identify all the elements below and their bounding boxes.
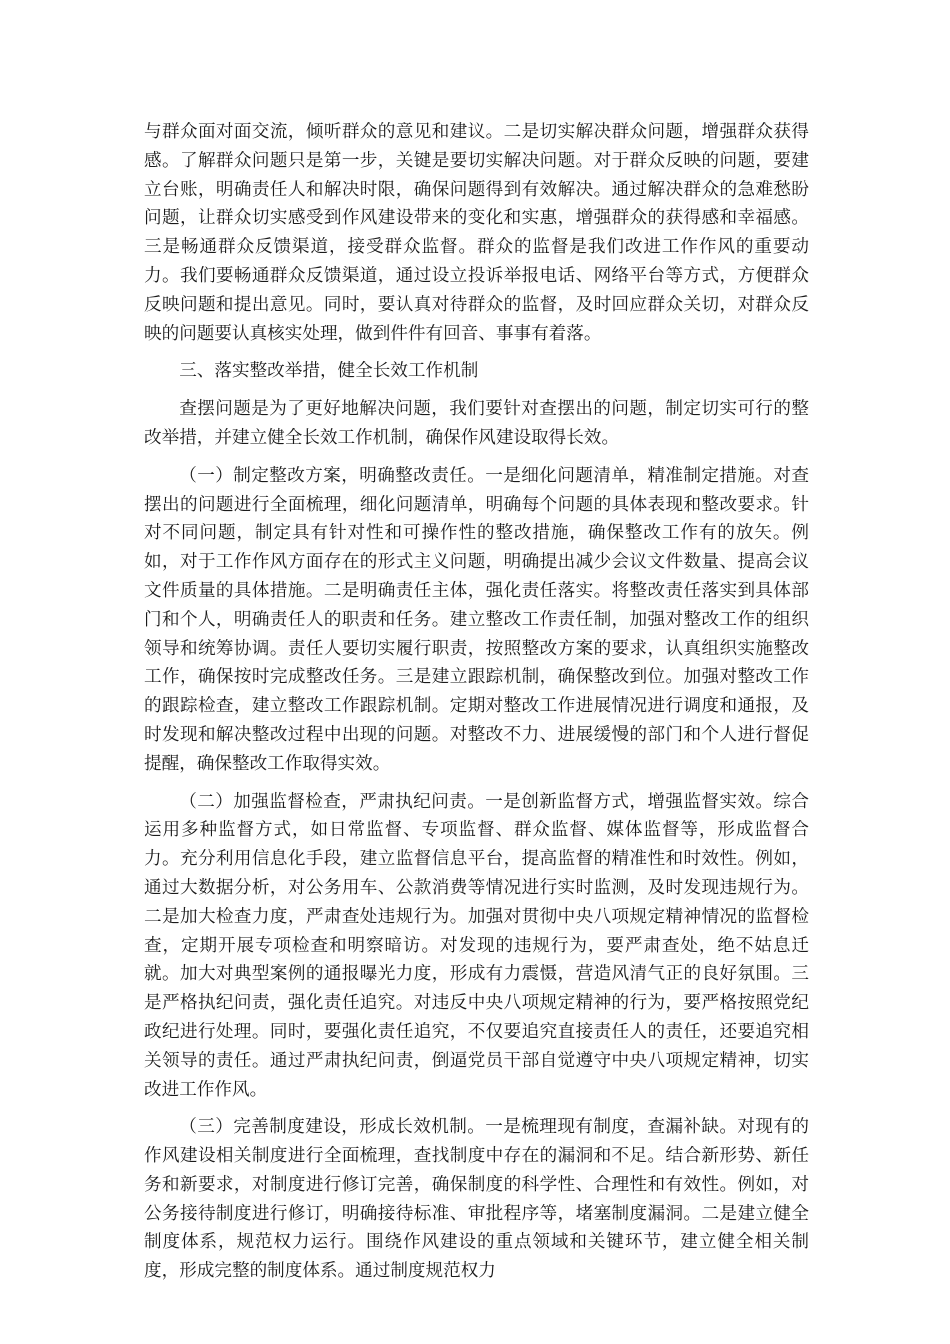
paragraph-subsection-3: （三）完善制度建设，形成长效机制。一是梳理现有制度，查漏补缺。对现有的作风建设相关制度进行全面梳理，查找制度中存在的漏洞和不足。结合新形势、新任务和新要求，对制度进行修订完善，确保制度的科学性、合理性和有效性。例如，对公务接待制度进行修订，明确接待标准、审批程序等，堵塞制度漏洞。二是建立健全制度体系，规范权力运行。围绕作风建设的重点领域和关键环节，建立健全相关制度，形成完整的制度体系。通过制度规范权力 — [144, 1117, 809, 1282]
paragraph-subsection-1: （一）制定整改方案，明确整改责任。一是细化问题清单，精准制定措施。对查摆出的问题进行全面梳理，细化问题清单，明确每个问题的具体表现和整改要求。针对不同问题，制定具有针对性和可操作性的整改措施，确保整改工作有的放矢。例如，对于工作作风方面存在的形式主义问题，明确提出减少会议文件数量、提高会议文件质量的具体措施。二是明确责任主体，强化责任落实。将整改责任落实到具体部门和个人，明确责任人的职责和任务。建立整改工作责任制，加强对整改工作的组织领导和统筹协调。责任人要切实履行职责，按照整改方案的要求，认真组织实施整改工作，确保按时完成整改任务。三是建立跟踪机制，确保整改到位。加强对整改工作的跟踪检查，建立整改工作跟踪机制。定期对整改工作进展情况进行调度和通报，及时发现和解决整改过程中出现的问题。对整改不力、进展缓慢的部门和个人进行督促提醒，确保整改工作取得实效。 — [144, 465, 809, 774]
section-heading-3: 三、落实整改举措，健全长效工作机制 — [179, 361, 479, 382]
paragraph-subsection-2: （二）加强监督检查，严肃执纪问责。一是创新监督方式，增强监督实效。综合运用多种监督方式，如日常监督、专项监督、群众监督、媒体监督等，形成监督合力。充分利用信息化手段，建立监督信息平台，提高监督的精准性和时效性。例如，通过大数据分析，对公务用车、公款消费等情况进行实时监测，及时发现违规行为。二是加大检查力度，严肃查处违规行为。加强对贯彻中央八项规定精神情况的监督检查，定期开展专项检查和明察暗访。对发现的违规行为，要严肃查处，绝不姑息迁就。加大对典型案例的通报曝光力度，形成有力震慑，营造风清气正的良好氛围。三是严格执纪问责，强化责任追究。对违反中央八项规定精神的行为，要严格按照党纪政纪进行处理。同时，要强化责任追究，不仅要追究直接责任人的责任，还要追究相关领导的责任。通过严肃执纪问责，倒逼党员干部自觉遵守中央八项规定精神，切实改进工作作风。 — [144, 791, 809, 1100]
paragraph-continued: 与群众面对面交流，倾听群众的意见和建议。二是切实解决群众问题，增强群众获得感。了解群众问题只是第一步，关键是要切实解决问题。对于群众反映的问题，要建立台账，明确责任人和解决时限，确保问题得到有效解决。通过解决群众的急难愁盼问题，让群众切实感受到作风建设带来的变化和实惠，增强群众的获得感和幸福感。三是畅通群众反馈渠道，接受群众监督。群众的监督是我们改进工作作风的重要动力。我们要畅通群众反馈渠道，通过设立投诉举报电话、网络平台等方式，方便群众反映问题和提出意见。同时，要认真对待群众的监督，及时回应群众关切，对群众反映的问题要认真核实处理，做到件件有回音、事事有着落。 — [144, 122, 809, 344]
document-body — [144, 118, 809, 1295]
paragraph-intro: 查摆问题是为了更好地解决问题，我们要针对查摆出的问题，制定切实可行的整改举措，并建立健全长效工作机制，确保作风建设取得长效。 — [144, 399, 809, 448]
